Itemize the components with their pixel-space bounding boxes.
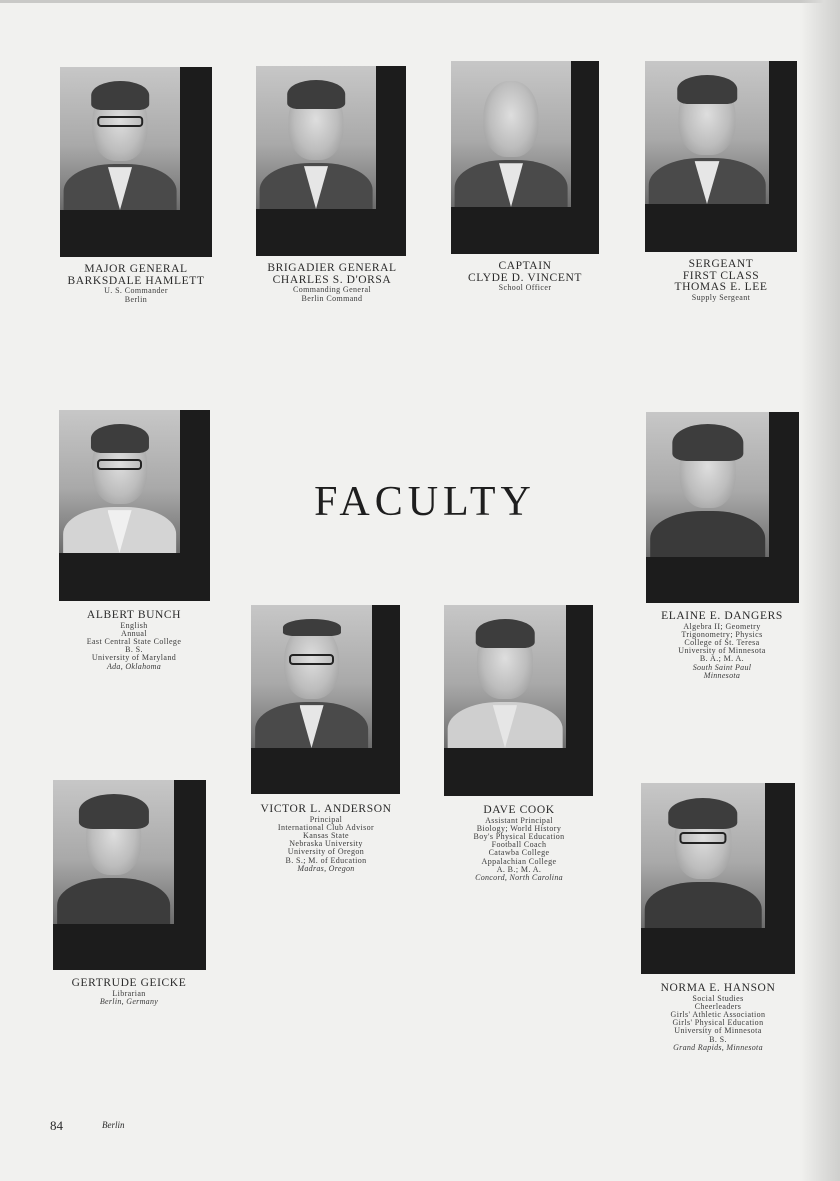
caption-bunch: ALBERT BUNCH English Annual East Central State College B. S. University of Maryland Ada, Oklahoma <box>86 609 182 671</box>
portrait-geicke <box>53 780 206 970</box>
page-number: 84 <box>50 1118 63 1133</box>
caption-lee: SERGEANT FIRST CLASS THOMAS E. LEE Supply Sergeant <box>674 258 768 303</box>
portrait-dangers <box>646 412 799 603</box>
portrait-lee <box>645 61 797 252</box>
portrait-anderson <box>251 605 400 794</box>
caption-cook: DAVE COOK Assistant Principal Biology; World History Boy's Physical Education Football Coach Catawba College Appalachian College A. B.; M. A. Concord, North Carolina <box>473 804 565 882</box>
caption-anderson: VICTOR L. ANDERSON Principal International Club Advisor Kansas State Nebraska University University of Oregon B. S.; M. of Education Madras, Oregon <box>260 803 392 873</box>
portrait-bunch <box>59 410 210 601</box>
page-top-rule <box>0 0 840 3</box>
caption-dangers: ELAINE E. DANGERS Algebra II; Geometry Trigonometry; Physics College of St. Teresa University of Minnesota B. A.; M. A. South Saint Paul Minnesota <box>661 610 783 680</box>
caption-dorsa: BRIGADIER GENERAL CHARLES S. D'ORSA Commanding General Berlin Command <box>267 262 397 303</box>
caption-hanson: NORMA E. HANSON Social Studies Cheerleaders Girls' Athletic Association Girls' Physical Education University of Minnesota B. S. Grand Rapids, Minnesota <box>660 982 776 1052</box>
portrait-hamlett <box>60 67 212 257</box>
caption-geicke: GERTRUDE GEICKE Librarian Berlin, Germany <box>71 977 187 1006</box>
portrait-cook <box>444 605 593 796</box>
caption-vincent: CAPTAIN CLYDE D. VINCENT School Officer <box>468 260 582 293</box>
page-section-name: Berlin <box>102 1120 125 1130</box>
caption-hamlett: MAJOR GENERAL BARKSDALE HAMLETT U. S. Commander Berlin <box>67 263 205 304</box>
portrait-hanson <box>641 783 795 974</box>
portrait-vincent <box>451 61 599 254</box>
portrait-dorsa <box>256 66 406 256</box>
page-title: FACULTY <box>314 479 536 525</box>
